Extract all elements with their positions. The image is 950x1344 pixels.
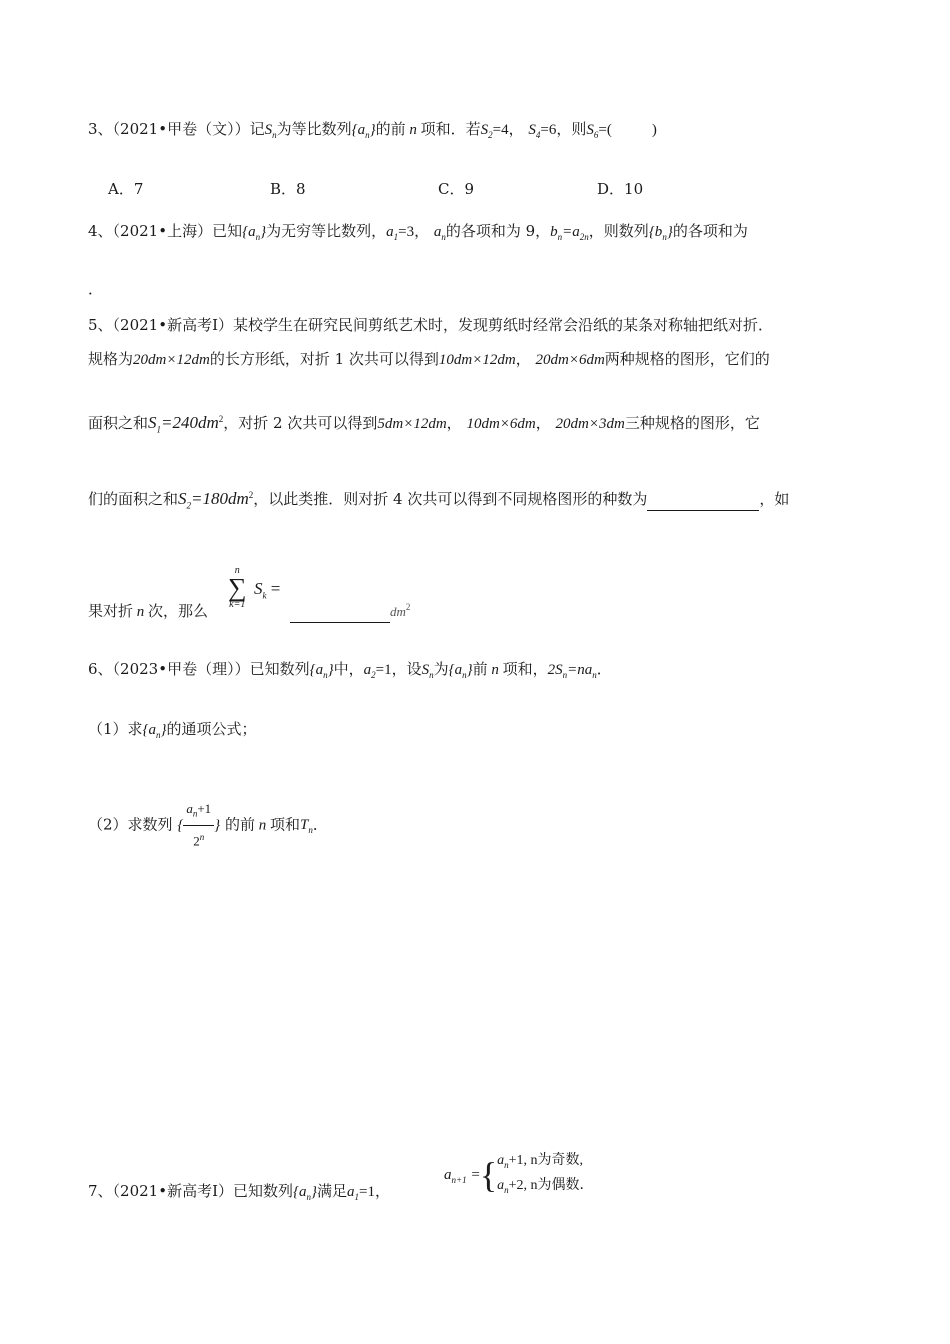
sum-body: $S_k$ =: [254, 579, 281, 601]
q7-recurrence: $a_{n+1}$ ={ $a_n+1$, n为奇数, $a_n+2$, n为偶数．: [444, 1153, 594, 1195]
summation-formula: [228, 566, 247, 610]
q6-part1: （1）求$\{a_n\}$的通项公式；: [88, 720, 257, 740]
fraction: $\frac{a_n+1}{2^n}$: [183, 798, 214, 853]
q5-line5: 果对折 n 次，那么: [88, 602, 209, 620]
q5-blank-2-line: $dm^2$: [290, 596, 410, 623]
q4-stem: 4、（2021•上海）已知$\{a_n\}$为无穷等比数列，$a_1=3$， $a_n$的各项和为 9，$b_n=a_{2n}$，则数列$\{b_n\}$的各项和为: [88, 222, 748, 242]
q3-option-c: C．9: [438, 180, 475, 198]
q3-stem: 3、（2021•甲卷（文））记$S_n$为等比数列$\{a_n\}$的前 n 项和．若$S_2=4$， $S_4=6$，则$S_6=$( ): [88, 120, 657, 140]
sigma-icon: ∑: [228, 573, 247, 602]
brace-icon: {: [479, 1154, 498, 1195]
q6-part2: （2）求数列 { $\frac{a_n+1}{2^n}$ } 的前 n 项和$T_n$．: [88, 798, 328, 853]
q3-option-d: D．10: [597, 180, 644, 198]
q5-line3: 面积之和$S_1=240dm^2$，对折 2 次共可以得到5dm×12dm， 10dm×6dm， 20dm×3dm三种规格的图形，它: [88, 413, 760, 435]
q5-blank-1[interactable]: [647, 488, 759, 511]
q7-stem: 7、（2021•新高考Ⅰ）已知数列$\{a_n\}$满足$a_1=1$，: [88, 1182, 391, 1202]
q4-end: ．: [88, 280, 104, 298]
sum-upper-limit: n: [234, 565, 240, 576]
q5-blank-2[interactable]: [290, 600, 390, 623]
q5-line1: 5、（2021•新高考Ⅰ）某校学生在研究民间剪纸艺术时，发现剪纸时经常会沿纸的某条对称轴把纸对折．: [88, 316, 774, 334]
sum-lower-limit: k=1: [229, 599, 246, 610]
q5-line2: 规格为20dm×12dm的长方形纸，对折 1 次共可以得到10dm×12dm， 20dm×6dm两种规格的图形，它们的: [88, 350, 770, 368]
q6-stem: 6、（2023•甲卷（理））已知数列$\{a_n\}$中，$a_2=1$，设$S_n$为$\{a_n\}$前 n 项和，$2S_n=na_n$．: [88, 660, 612, 680]
q3-option-a: A．7: [108, 180, 144, 198]
q5-line4: 们的面积之和$S_2=180dm^2$，以此类推．则对折 4 次共可以得到不同规格图形的种数为 ，如: [88, 489, 790, 511]
q3-option-b: B．8: [270, 180, 306, 198]
